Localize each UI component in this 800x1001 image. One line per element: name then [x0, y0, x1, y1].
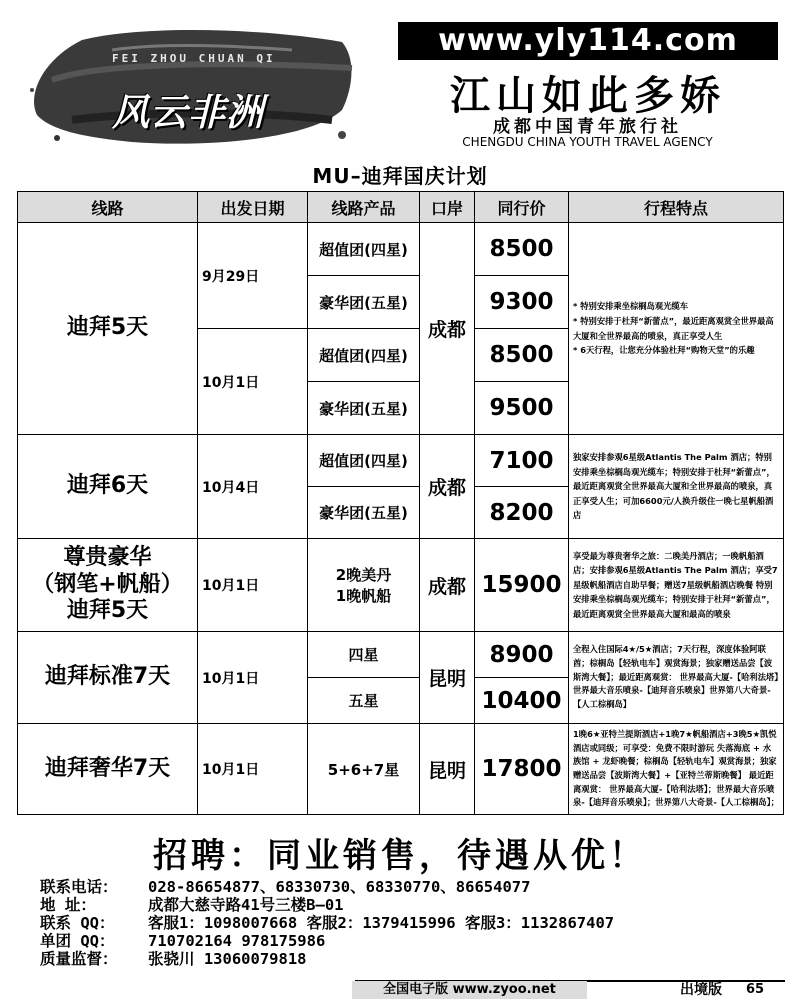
features-cell: 独家安排参观6星级Atlantis The Palm 酒店；特别安排乘坐棕榈岛观光缆车；特别安排于杜拜“新蕾点”，最近距离观赏全世界最高大厦和全世界最高的喷泉，真正享受人生；可加6600元/人换升级住一晚七星帆船酒店 [569, 435, 784, 539]
plan-title: MU–迪拜国庆计划 [312, 164, 488, 188]
route-name [18, 539, 198, 632]
price-cell: 8500 [475, 223, 569, 276]
table-row [18, 724, 784, 815]
product-cell [308, 539, 420, 632]
departure-date: 10月1日 [198, 539, 308, 632]
price-cell: 8200 [475, 487, 569, 539]
contact-address-row [40, 896, 790, 914]
price-cell: 9300 [475, 276, 569, 329]
product-cell: 超值团(四星) [308, 329, 420, 382]
header-features: 行程特点 [569, 192, 784, 223]
port-cell: 成都 [420, 539, 475, 632]
feature-line: * 特别安排乘坐棕榈岛观光缆车 [573, 301, 689, 312]
quality-value: 张骁川 13060079818 [148, 950, 307, 968]
section-label: 出境版 [680, 982, 722, 998]
logo-pinyin: FEI ZHOU CHUAN QI [112, 52, 276, 65]
header-price: 同行价 [475, 192, 569, 223]
qq-label: 联系 QQ： [40, 914, 115, 932]
route-name-line: 尊贵豪华 [63, 545, 152, 571]
brand-logo [12, 20, 367, 155]
contact-qq-row [40, 914, 790, 932]
departure-date: 10月1日 [198, 632, 308, 724]
agency-name-cn: 成都中国青年旅行社 [493, 117, 682, 137]
route-name-line: （钢笔+帆船） [32, 571, 183, 597]
departure-date: 10月1日 [198, 329, 308, 435]
features-cell: 1晚6★亚特兰提斯酒店+1晚7★帆船酒店+3晚5★凯悦酒店或同级；可享受：免费不限时游玩 失落海底 + 水族馆 + 龙虾晚餐；棕榈岛【轻轨电车】观赏海景；独家赠送品尝【波斯湾大餐】+【亚特兰蒂斯晚餐】 最近距离观赏： 世界最高大厦-【哈利法塔】；世界最大音乐喷泉-【迪拜音乐喷泉】；世界第八大奇景-【人工棕榈岛】； [569, 724, 784, 815]
features-cell: 全程入住国际4★/5★酒店；7天行程，深度体验阿联酋；棕榈岛【轻轨电车】观赏海景；独家赠送品尝【波斯湾大餐】；最近距离观赏： 世界最高大厦-【哈利法塔】世界最大音乐喷泉-【迪拜音乐喷泉】世界第八大奇景-【人工棕榈岛】 [569, 632, 784, 724]
quality-label: 质量监督： [40, 950, 118, 968]
header-port: 口岸 [420, 192, 475, 223]
header-date: 出发日期 [198, 192, 308, 223]
route-name: 迪拜标准7天 [18, 632, 198, 724]
port-cell: 昆明 [420, 724, 475, 815]
price-cell: 10400 [475, 678, 569, 724]
departure-date: 10月1日 [198, 724, 308, 815]
contact-quality-row [40, 950, 790, 968]
route-name: 迪拜6天 [18, 435, 198, 539]
route-name-line: 迪拜5天 [66, 598, 149, 624]
group-qq-label: 单团 QQ： [40, 932, 115, 950]
port-cell: 昆明 [420, 632, 475, 724]
product-cell: 豪华团(五星) [308, 382, 420, 435]
product-cell: 五星 [308, 678, 420, 724]
port-cell: 成都 [420, 223, 475, 435]
price-cell: 8500 [475, 329, 569, 382]
departure-date: 9月29日 [198, 223, 308, 329]
price-cell: 17800 [475, 724, 569, 815]
product-cell: 豪华团(五星) [308, 487, 420, 539]
price-cell: 8900 [475, 632, 569, 678]
table-row [18, 223, 784, 276]
product-line: 2晚美丹 [335, 566, 392, 584]
route-price-table [17, 191, 784, 815]
port-cell: 成都 [420, 435, 475, 539]
contact-info [40, 878, 790, 968]
departure-date: 10月4日 [198, 435, 308, 539]
feature-line: * 特别安排于杜拜“新蕾点”，最近距离观赏全世界最高大厦和全世界最高的喷泉，真正享受人生 [573, 315, 774, 341]
table-row [18, 539, 784, 632]
phone-value: 028-86654877、68330730、68330770、86654077 [148, 878, 531, 896]
route-name: 迪拜奢华7天 [18, 724, 198, 815]
table-row [18, 632, 784, 678]
recruitment-banner: 招聘：同业销售，待遇从优！ [153, 836, 647, 876]
features-cell [569, 223, 784, 435]
price-cell: 15900 [475, 539, 569, 632]
edition-label[interactable]: 全国电子版 www.zyoo.net [352, 981, 587, 999]
slogan: 江山如此多娇 [450, 72, 726, 119]
product-cell: 超值团(四星) [308, 435, 420, 487]
group-qq-value: 710702164 978175986 [148, 932, 326, 950]
phone-label: 联系电话： [40, 878, 118, 896]
feature-line: * 6天行程，让您充分体验杜拜“购物天堂”的乐趣 [573, 345, 755, 356]
product-cell: 5+6+7星 [308, 724, 420, 815]
page-number: 65 [746, 982, 765, 997]
features-cell: 享受最为尊贵奢华之旅：二晚美丹酒店；一晚帆船酒店；安排参观6星级Atlantis The Palm 酒店；享受7星级帆船酒店自助早餐；赠送7星级帆船酒店晚餐 特别安排乘坐棕榈岛观光缆车；特别安排于杜拜“新蕾点”，最近距离观赏全世界最高大厦和最高的喷泉 [569, 539, 784, 632]
product-line: 1晚帆船 [335, 587, 392, 605]
product-cell: 四星 [308, 632, 420, 678]
product-cell: 超值团(四星) [308, 223, 420, 276]
agency-name-en: CHENGDU CHINA YOUTH TRAVEL AGENCY [462, 135, 713, 149]
price-cell: 9500 [475, 382, 569, 435]
header-product: 线路产品 [308, 192, 420, 223]
product-cell: 豪华团(五星) [308, 276, 420, 329]
header-route: 线路 [18, 192, 198, 223]
price-cell: 7100 [475, 435, 569, 487]
qq-value: 客服1：1098007668 客服2：1379415996 客服3：1132867407 [148, 914, 615, 932]
table-row [18, 435, 784, 487]
contact-group-qq-row [40, 932, 790, 950]
address-label: 地 址： [40, 896, 96, 914]
address-value: 成都大慈寺路41号三楼B—01 [148, 896, 344, 914]
logo-title: 风云非洲 [112, 91, 264, 134]
table-header-row [18, 192, 784, 223]
contact-phone-row [40, 878, 790, 896]
website-url[interactable]: www.yly114.com [398, 22, 778, 60]
route-name: 迪拜5天 [18, 223, 198, 435]
